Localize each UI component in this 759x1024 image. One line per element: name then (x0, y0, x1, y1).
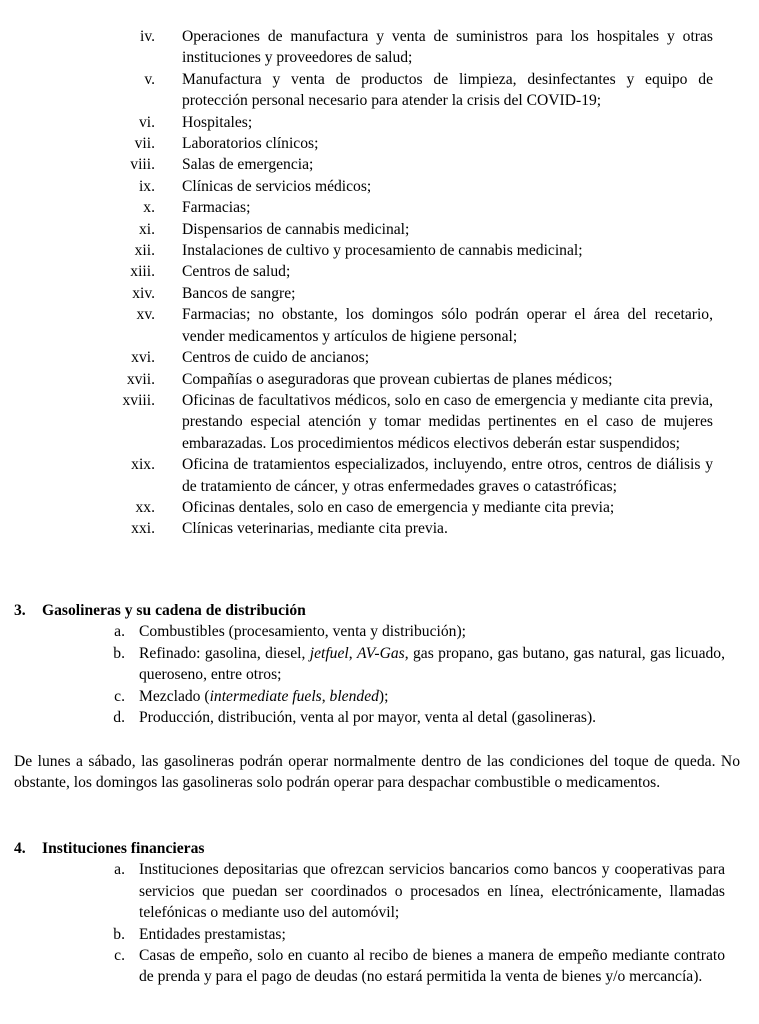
italic-term: jetfuel (309, 644, 349, 662)
item-number: xv. (136, 306, 155, 324)
item-number: xix. (131, 456, 155, 474)
item-text: Laboratorios clínicos; (182, 135, 319, 153)
item-text: Casas de empeño, solo en cuanto al recibo de bienes a manera de empeño mediante contrato de prenda y para el pago de deudas (no estará permitida la venta de bienes y/o mercancía). (139, 947, 725, 986)
list-item (0, 240, 759, 261)
list-item (14, 859, 744, 923)
item-number: xii. (134, 242, 155, 260)
item-text: Salas de emergencia; (182, 156, 314, 174)
item-text: Dispensarios de cannabis medicinal; (182, 220, 410, 238)
item-text: Centros de salud; (182, 263, 291, 281)
list-item (0, 390, 759, 454)
item-number: ix. (138, 177, 155, 195)
list-item (0, 26, 759, 69)
item-text (139, 686, 725, 707)
item-text: Operaciones de manufactura y venta de suministros para los hospitales y otras instituciones y proveedores de salud; (182, 28, 713, 67)
list-item (0, 454, 759, 497)
text-run: Mezclado ( (139, 687, 210, 705)
item-text: Entidades prestamistas; (139, 925, 286, 943)
item-text: Centros de cuido de ancianos; (182, 349, 370, 367)
section-number: 4. (14, 840, 26, 857)
italic-term: blended (329, 687, 379, 705)
item-text: Oficinas de facultativos médicos, solo en caso de emergencia y mediante cita previa, prestando especial atención y tomar medidas pertinentes en el caso de mujeres embarazadas. Los procedimientos médicos electivos deberán estar suspendidos; (182, 391, 713, 452)
text-run: ); (378, 687, 389, 705)
list-item (0, 261, 759, 282)
list-item (0, 283, 759, 304)
text-run: , (348, 644, 357, 662)
section-title: Instituciones financieras (42, 840, 205, 857)
item-number: xviii. (122, 391, 155, 409)
item-number: xi. (138, 220, 155, 238)
list-item (0, 154, 759, 175)
item-text: Oficina de tratamientos especializados, incluyendo, entre otros, centros de diálisis y de tratamiento de cáncer, y otras enfermedades graves o catastróficas; (182, 456, 713, 495)
text-run: , (321, 687, 330, 705)
list-item (0, 133, 759, 154)
section-instituciones-financieras (14, 838, 744, 988)
health-services-list (0, 26, 759, 540)
item-text: Clínicas de servicios médicos; (182, 177, 372, 195)
item-text: Compañías o aseguradoras que provean cubiertas de planes médicos; (182, 370, 613, 388)
item-text: Farmacias; (182, 199, 251, 217)
item-number: xvii. (126, 370, 155, 388)
list-item (0, 518, 759, 539)
text-run: , gas propano, gas butano, gas natural, gas licuado, queroseno, entre otros; (139, 644, 726, 684)
italic-term: AV-Gas (356, 644, 405, 662)
list-item (0, 219, 759, 240)
list-item (14, 945, 744, 988)
item-letter: c. (114, 687, 125, 705)
item-text (139, 643, 725, 686)
list-item (0, 304, 759, 347)
list-item (0, 112, 759, 133)
item-number: v. (144, 70, 155, 88)
list-item (14, 686, 744, 707)
item-number: vi. (138, 113, 155, 131)
list-item (14, 924, 744, 945)
item-number: iv. (139, 28, 155, 45)
item-text: Oficinas dentales, solo en caso de emergencia y mediante cita previa; (182, 498, 615, 516)
item-text: Combustibles (procesamiento, venta y distribución); (139, 623, 466, 641)
section-title: Gasolineras y su cadena de distribución (42, 602, 306, 619)
item-number: x. (143, 199, 155, 217)
text-run: Refinado: gasolina, diesel, (139, 644, 310, 662)
section-number: 3. (14, 602, 26, 619)
list-item (0, 197, 759, 218)
list-item (0, 347, 759, 368)
italic-term: intermediate fuels (209, 687, 322, 705)
section-heading (14, 838, 744, 859)
item-text: Hospitales; (182, 113, 253, 131)
item-letter: b. (113, 925, 125, 943)
item-number: xxi. (131, 520, 155, 538)
item-letter: a. (114, 861, 125, 879)
list-item (0, 369, 759, 390)
section-heading (14, 600, 744, 621)
item-letter: b. (113, 644, 125, 662)
list-item (14, 707, 744, 728)
gasolineras-paragraph: De lunes a sábado, las gasolineras podrán operar normalmente dentro de las condiciones del toque de queda. No obstante, los domingos las gasolineras solo podrán operar para despachar combustible o medicamentos. (14, 753, 740, 792)
item-text: Producción, distribución, venta al por mayor, venta al detal (gasolineras). (139, 709, 597, 727)
item-text: Instituciones depositarias que ofrezcan servicios bancarios como bancos y cooperativas para servicios que puedan ser coordinados o procesados en línea, electrónicamente, llamadas telefónicas o mediante uso del automóvil; (139, 861, 725, 922)
list-item (14, 643, 744, 686)
item-number: xiv. (132, 284, 155, 302)
item-text: Bancos de sangre; (182, 284, 296, 302)
list-item (0, 176, 759, 197)
item-text: Instalaciones de cultivo y procesamiento de cannabis medicinal; (182, 242, 583, 260)
item-number: vii. (134, 135, 155, 153)
item-letter: d. (113, 709, 125, 727)
item-number: xvi. (131, 349, 155, 367)
item-text: Manufactura y venta de productos de limpieza, desinfectantes y equipo de protección personal necesario para atender la crisis del COVID-19; (182, 70, 713, 110)
item-text: Farmacias; no obstante, los domingos sólo podrán operar el área del recetario, vender medicamentos y artículos de higiene personal; (182, 306, 713, 345)
item-number: xx. (135, 498, 155, 516)
list-item (0, 69, 759, 112)
item-number: viii. (130, 156, 155, 174)
item-letter: a. (114, 623, 125, 641)
item-letter: c. (114, 947, 125, 965)
list-item (0, 497, 759, 518)
section-gasolineras (14, 600, 744, 728)
item-text: Clínicas veterinarias, mediante cita previa. (182, 520, 448, 538)
list-item (14, 621, 744, 642)
item-number: xiii. (130, 263, 155, 281)
